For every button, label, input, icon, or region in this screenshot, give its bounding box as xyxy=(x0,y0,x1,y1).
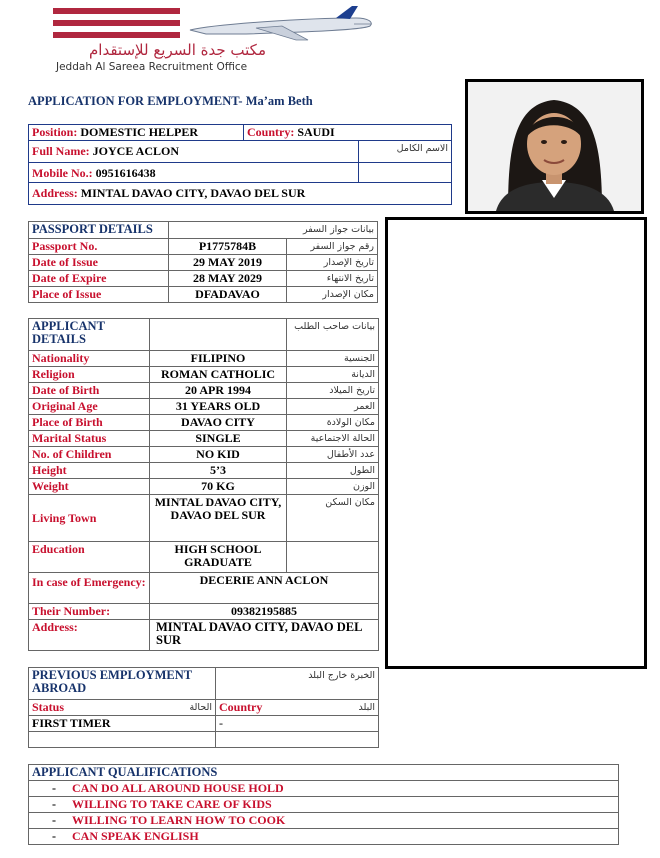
fullname-arabic: الاسم الكامل xyxy=(359,141,452,163)
status-value: FIRST TIMER xyxy=(29,716,216,732)
fullname-value: JOYCE ACLON xyxy=(92,144,179,158)
date-of-birth-value: 20 APR 1994 xyxy=(150,383,287,399)
date-of-birth-label: Date of Birth xyxy=(29,383,150,399)
date-of-expire-arabic: تاريخ الانتهاء xyxy=(287,271,378,287)
applicant-header: APPLICANT DETAILS xyxy=(29,319,150,351)
country-value: SAUDI xyxy=(297,125,335,139)
height-label: Height xyxy=(29,463,150,479)
religion-value: ROMAN CATHOLIC xyxy=(150,367,287,383)
living-town-label: Living Town xyxy=(29,495,150,542)
applicant-details-table xyxy=(28,318,379,651)
applicant-photo xyxy=(465,79,644,214)
children-label: No. of Children xyxy=(29,447,150,463)
passport-no-arabic: رقم جواز السفر xyxy=(287,239,378,255)
country-label: Country: xyxy=(247,125,295,139)
position-value: DOMESTIC HELPER xyxy=(80,125,199,139)
nationality-value: FILIPINO xyxy=(150,351,287,367)
place-of-birth-arabic: مكان الولادة xyxy=(287,415,379,431)
mobile-value: 0951616438 xyxy=(95,166,156,180)
passport-header-arabic: بيانات جواز السفر xyxy=(287,222,378,239)
fullname-label: Full Name: xyxy=(32,144,90,158)
marital-status-label: Marital Status xyxy=(29,431,150,447)
qualifications-table xyxy=(28,764,619,845)
emergency-number-value: 09382195885 xyxy=(150,604,379,620)
qualifications-header: APPLICANT QUALIFICATIONS xyxy=(29,765,619,781)
emergency-address-label: Address: xyxy=(29,620,150,651)
religion-label: Religion xyxy=(29,367,150,383)
qualification-item: - CAN SPEAK ENGLISH xyxy=(29,829,619,845)
place-of-issue-label: Place of Issue xyxy=(29,287,169,303)
emergency-label: In case of Emergency: xyxy=(29,573,150,604)
blank-photo-box xyxy=(385,217,647,669)
age-arabic: العمر xyxy=(287,399,379,415)
children-value: NO KID xyxy=(150,447,287,463)
place-of-issue-value: DFADAVAO xyxy=(169,287,287,303)
qualification-item: - CAN DO ALL AROUND HOUSE HOLD xyxy=(29,781,619,797)
prev-country-label: Country xyxy=(219,700,263,714)
marital-status-value: SINGLE xyxy=(150,431,287,447)
top-info-table xyxy=(28,124,452,205)
emergency-number-label: Their Number: xyxy=(29,604,150,620)
emergency-value: DECERIE ANN ACLON xyxy=(150,573,379,604)
nationality-label: Nationality xyxy=(29,351,150,367)
qualification-item: - WILLING TO LEARN HOW TO COOK xyxy=(29,813,619,829)
religion-arabic: الديانة xyxy=(287,367,379,383)
page-title: APPLICATION FOR EMPLOYMENT- Ma’am Beth xyxy=(28,94,313,108)
date-of-birth-arabic: تاريخ الميلاد xyxy=(287,383,379,399)
living-town-arabic: مكان السكن xyxy=(287,495,379,542)
airplane-icon xyxy=(186,4,376,44)
weight-label: Weight xyxy=(29,479,150,495)
qualification-item: - WILLING TO TAKE CARE OF KIDS xyxy=(29,797,619,813)
date-of-expire-value: 28 MAY 2029 xyxy=(169,271,287,287)
weight-arabic: الوزن xyxy=(287,479,379,495)
previous-employment-table xyxy=(28,667,379,748)
education-value: HIGH SCHOOL GRADUATE xyxy=(150,542,287,573)
age-label: Original Age xyxy=(29,399,150,415)
status-label: Status xyxy=(32,700,65,714)
height-value: 5’3 xyxy=(150,463,287,479)
passport-no-value: P1775784B xyxy=(169,239,287,255)
passport-table xyxy=(28,221,378,303)
date-of-expire-label: Date of Expire xyxy=(29,271,169,287)
passport-header: PASSPORT DETAILS xyxy=(29,222,169,239)
marital-status-arabic: الحالة الاجتماعية xyxy=(287,431,379,447)
address-label: Address: xyxy=(32,186,78,200)
weight-value: 70 KG xyxy=(150,479,287,495)
education-label: Education xyxy=(29,542,150,573)
date-of-issue-label: Date of Issue xyxy=(29,255,169,271)
applicant-header-arabic: بيانات صاحب الطلب xyxy=(287,319,379,351)
passport-no-label: Passport No. xyxy=(29,239,169,255)
height-arabic: الطول xyxy=(287,463,379,479)
nationality-arabic: الجنسية xyxy=(287,351,379,367)
status-arabic: الحالة xyxy=(189,702,212,713)
address-value: MINTAL DAVAO CITY, DAVAO DEL SUR xyxy=(80,186,306,200)
emergency-address-value: MINTAL DAVAO CITY, DAVAO DEL SUR xyxy=(150,620,379,651)
living-town-value: MINTAL DAVAO CITY, DAVAO DEL SUR xyxy=(150,495,287,542)
prev-employment-header: PREVIOUS EMPLOYMENT ABROAD xyxy=(29,668,216,700)
mobile-label: Mobile No.: xyxy=(32,166,93,180)
education-arabic xyxy=(287,542,379,573)
place-of-issue-arabic: مكان الإصدار xyxy=(287,287,378,303)
prev-country-value: - xyxy=(216,716,379,732)
children-arabic: عدد الأطفال xyxy=(287,447,379,463)
date-of-issue-value: 29 MAY 2019 xyxy=(169,255,287,271)
position-label: Position: xyxy=(32,125,78,139)
company-name-arabic: مكتب جدة السريع للإستقدام xyxy=(89,41,266,59)
prev-country-arabic: البلد xyxy=(358,702,375,713)
prev-employment-header-arabic: الخبرة خارج البلد xyxy=(216,668,379,700)
company-name-english: Jeddah Al Sareea Recruitment Office xyxy=(56,61,248,73)
company-logo-stripes xyxy=(53,6,180,42)
age-value: 31 YEARS OLD xyxy=(150,399,287,415)
place-of-birth-label: Place of Birth xyxy=(29,415,150,431)
date-of-issue-arabic: تاريخ الإصدار xyxy=(287,255,378,271)
place-of-birth-value: DAVAO CITY xyxy=(150,415,287,431)
